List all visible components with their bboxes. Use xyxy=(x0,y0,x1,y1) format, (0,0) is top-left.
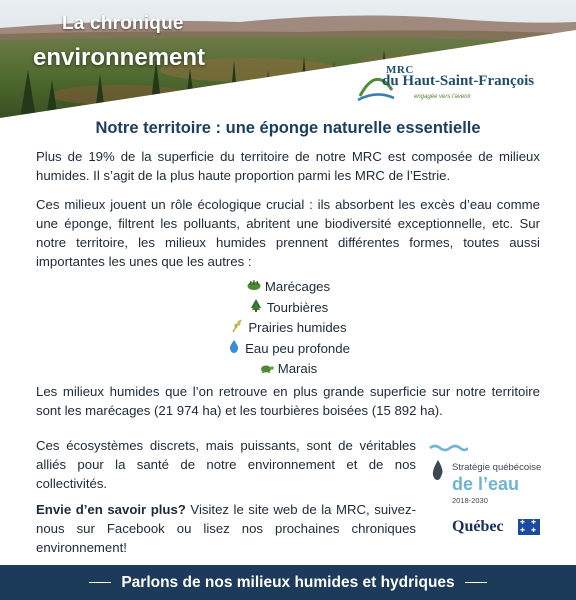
paragraph-4: Ces écosystèmes discrets, mais puissants, sont de véritables alliés pour la santé de notre environnement et de nos collectivités. xyxy=(36,438,416,491)
turtle-icon xyxy=(259,360,275,380)
footer-banner xyxy=(0,565,576,600)
wetland-types-list xyxy=(0,277,576,380)
list-item xyxy=(0,318,576,339)
banner-title-line1: La chronique xyxy=(62,13,184,34)
list-item xyxy=(0,359,576,380)
quebec-wordmark: Québec xyxy=(452,518,504,535)
paragraph-2: Ces milieux jouent un rôle écologique crucial : ils absorbent les excès d’eau comme une éponge, filtrent les polluants, abritent une biodiversité exceptionnelle, etc. Sur notre territoire, les milieux humides prennent différentes formes, toutes aussi importantes les unes que les autres : xyxy=(36,197,540,269)
footer-text: Parlons de nos milieux humides et hydriques xyxy=(121,573,455,591)
list-item xyxy=(0,339,576,360)
banner-title-line2: environnement xyxy=(33,44,206,71)
list-item xyxy=(0,298,576,319)
header-banner xyxy=(0,0,576,118)
marsh-grass-icon xyxy=(246,278,262,298)
tree-icon xyxy=(248,299,264,319)
strategy-line1: Stratégie québécoise xyxy=(452,462,542,473)
water-drop-icon xyxy=(226,340,242,360)
paragraph-5 xyxy=(36,500,416,557)
paragraph-5-body: Visitez le site web de la MRC, suivez-nous sur Facebook ou lisez nos prochaines chroniques environnement! xyxy=(36,502,416,555)
wheat-icon xyxy=(229,319,245,339)
list-item-label: Eau peu profonde xyxy=(245,340,350,356)
article-heading: Notre territoire : une éponge naturelle essentielle xyxy=(95,119,481,137)
footer-dash-right xyxy=(465,582,487,584)
list-item-label: Prairies humides xyxy=(248,320,347,335)
paragraph-1: Plus de 19% de la superficie du territoire de notre MRC est composée de milieux humides. Il s’agit de la plus haute proportion parmi les MRC de l’Estrie. xyxy=(36,149,540,183)
strategy-line2: de l’eau xyxy=(452,474,520,494)
list-item-label: Marais xyxy=(277,361,318,376)
strategy-years: 2018-2030 xyxy=(452,496,488,505)
logo-mrc-text: MRC xyxy=(386,64,414,76)
quebec-flag-icon: ✚ ✚ ✚ ✚ xyxy=(518,519,540,535)
mrc-logo xyxy=(356,60,546,110)
paragraph-3: Les milieux humides que l’on retrouve en plus grande superficie sur notre territoire sont les marécages (21 974 ha) et les tourbières boisées (15 892 ha). xyxy=(36,384,540,418)
list-item-label: Marécages xyxy=(264,279,331,294)
paragraph-5-lead: Envie d’en savoir plus? xyxy=(36,502,186,517)
list-item xyxy=(0,277,576,298)
logo-tagline: engagée vers l'avenir xyxy=(414,94,471,100)
list-item-label: Tourbières xyxy=(266,299,329,315)
logo-name-text: du Haut-Saint-François xyxy=(382,73,535,89)
footer-dash-left xyxy=(89,582,111,584)
